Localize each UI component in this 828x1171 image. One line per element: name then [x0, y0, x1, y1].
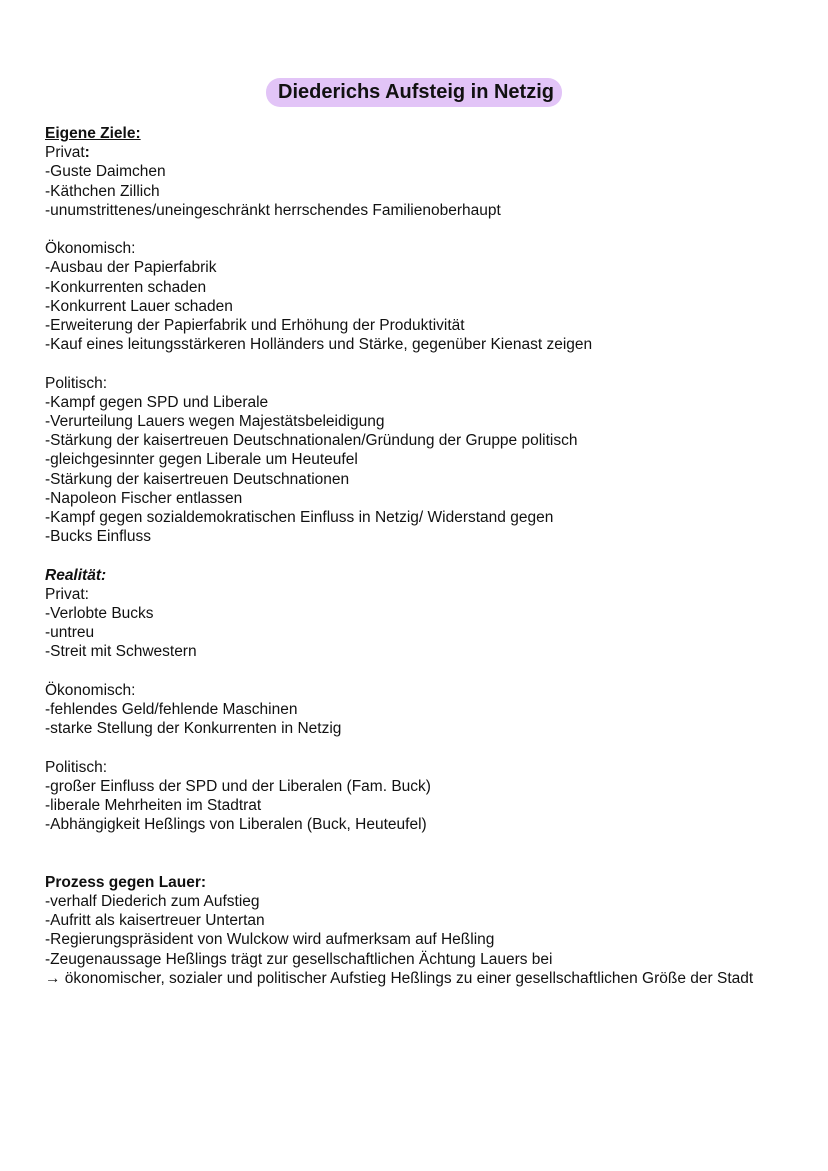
list-item: -Napoleon Fischer entlassen: [45, 489, 243, 507]
subheading-privat: Privat:: [45, 585, 89, 603]
list-item: -Konkurrent Lauer schaden: [45, 297, 233, 315]
list-item: -liberale Mehrheiten im Stadtrat: [45, 797, 262, 815]
subheading-privat-label: Privat: [45, 144, 85, 162]
list-item: -Käthchen Zillich: [45, 182, 160, 200]
list-item: -großer Einfluss der SPD und der Liberalen (Fam. Buck): [45, 777, 431, 795]
list-item: -Stärkung der kaisertreuen Deutschnationalen/Gründung der Gruppe politisch: [45, 432, 578, 450]
section-heading-prozess: Prozess gegen Lauer:: [45, 873, 207, 891]
list-item: -Bucks Einfluss: [45, 528, 151, 546]
list-item: -Konkurrenten schaden: [45, 278, 207, 296]
document-body: [45, 124, 805, 988]
spacer: [45, 662, 805, 681]
page-title: Diederichs Aufsteig in Netzig: [266, 78, 562, 107]
list-item: -Zeugenaussage Heßlings trägt zur gesellschaftlichen Ächtung Lauers bei: [45, 950, 553, 968]
spacer: [45, 220, 805, 239]
spacer: [45, 738, 805, 757]
subheading-oekonomisch: Ökonomisch:: [45, 681, 136, 699]
section-heading-realitaet: Realität:: [45, 566, 107, 584]
list-item: -Regierungspräsident von Wulckow wird aufmerksam auf Heßling: [45, 931, 495, 949]
spacer: [45, 546, 805, 565]
list-item: -Aufritt als kaisertreuer Untertan: [45, 912, 265, 930]
list-item: -Stärkung der kaisertreuen Deutschnationen: [45, 470, 350, 488]
list-item: -Verlobte Bucks: [45, 605, 154, 623]
list-item: -Kampf gegen SPD und Liberale: [45, 393, 269, 411]
list-item: -untreu: [45, 624, 95, 642]
conclusion-text: → ökonomischer, sozialer und politischer Aufstieg Heßlings zu einer gesellschaftlichen Größe der Stadt: [45, 969, 754, 987]
subheading-privat: [45, 143, 805, 162]
list-item: -Kauf eines leitungsstärkeren Holländers und Stärke, gegenüber Kienast zeigen: [45, 336, 593, 354]
list-item: -Verurteilung Lauers wegen Majestätsbeleidigung: [45, 413, 385, 431]
subheading-oekonomisch: Ökonomisch:: [45, 240, 136, 258]
list-item: -gleichgesinnter gegen Liberale um Heuteufel: [45, 451, 358, 469]
list-item: -Abhängigkeit Heßlings von Liberalen (Buck, Heuteufel): [45, 816, 427, 834]
list-item: -starke Stellung der Konkurrenten in Netzig: [45, 720, 342, 738]
list-item: -verhalf Diederich zum Aufstieg: [45, 893, 260, 911]
list-item: -Guste Daimchen: [45, 163, 166, 181]
subheading-privat-colon: :: [84, 144, 90, 162]
list-item: -fehlendes Geld/fehlende Maschinen: [45, 701, 298, 719]
list-item: -Kampf gegen sozialdemokratischen Einfluss in Netzig/ Widerstand gegen: [45, 509, 554, 527]
list-item: -Erweiterung der Papierfabrik und Erhöhung der Produktivität: [45, 317, 465, 335]
spacer: [45, 834, 805, 872]
subheading-politisch: Politisch:: [45, 758, 108, 776]
title-wrap: [0, 78, 828, 107]
subheading-politisch: Politisch:: [45, 374, 108, 392]
spacer: [45, 354, 805, 373]
list-item: -unumstrittenes/uneingeschränkt herrschendes Familienoberhaupt: [45, 201, 501, 219]
list-item: -Streit mit Schwestern: [45, 643, 197, 661]
list-item: -Ausbau der Papierfabrik: [45, 259, 217, 277]
section-heading-eigene-ziele: Eigene Ziele:: [45, 125, 141, 142]
